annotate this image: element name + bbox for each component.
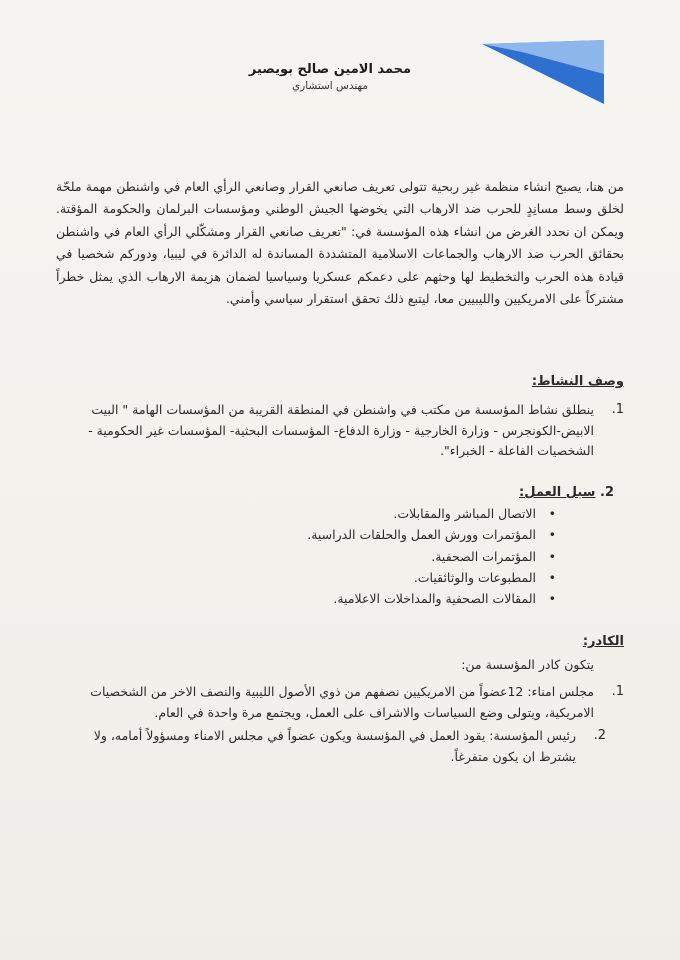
channels-title: سبل العمل:	[519, 485, 596, 500]
staff-item-text: مجلس امناء: 12عضواً من الامريكيين نصفهم من ذوي الأصول الليبية والنصف الاخر من الشخصيات الامريكية، ويتولى وضع السياسات والاشراف على العمل، ويجتمع مرة واحدة في العام.	[90, 684, 594, 720]
list-item-text: المؤتمرات الصحفية.	[431, 548, 536, 564]
bullet-icon: •	[548, 548, 556, 564]
activity-list	[56, 400, 624, 462]
letterhead	[200, 62, 460, 92]
item-number: 2.	[593, 728, 606, 743]
list-item	[307, 567, 556, 588]
intro-paragraph: من هنا، يصبح انشاء منظمة غير ربحية تتولى تعريف صانعي القرار وصانعي الرأي العام في واشنطن مهمة ملحّة لخلق وسط مسانِدٍ للحرب ضد الارهاب التي يخوضها الجيش الوطني ومؤسسات البرلمان والحكومة المؤقتة. ويمكن ان نحدد الغرض من انشاء هذه المؤسسة في: "تعريف صانعي القرار ومشكّلي الرأي العام في واشنطن بحقائق الحرب ضد الارهاب والجماعات الاسلامية المتشددة المساندة له الدائرة في ليبيا، ودوركم شخصيا في قيادة هذه الحرب والتخطيط لها وحثهم على دعمكم عسكريا وسياسيا لضمان هزيمة الارهاب الذي يمثل خطراً مشتركاً على الامريكيين والليبيين معا، ليتبع ذلك تحقق استقرار سياسي وأمني.	[56, 179, 624, 307]
activity-heading: وصف النشاط:	[531, 374, 624, 389]
list-item	[56, 725, 624, 767]
item-number: 2.	[600, 485, 614, 500]
staff-list	[56, 681, 624, 767]
list-item	[307, 588, 556, 609]
list-item-text: المقالات الصحفية والمداخلات الاعلامية.	[333, 591, 536, 607]
blue-corner-swoosh-icon	[482, 40, 604, 104]
bullet-icon: •	[548, 506, 556, 521]
list-item	[56, 681, 624, 723]
staff-item-text: رئيس المؤسسة: يقود العمل في المؤسسة ويكون عضواً في مجلس الامناء ومسؤولاً أمامه، ولا يشترط ان يكون متفرغاً.	[93, 728, 576, 764]
channels-heading	[519, 485, 614, 500]
bullet-icon: •	[548, 591, 556, 607]
list-item-text: المطبوعات والوثائقيات.	[413, 569, 536, 585]
list-item-text: الاتصال المباشر والمقابلات.	[393, 506, 536, 521]
activity-text: ينطلق نشاط المؤسسة من مكتب في واشنطن في المنطقة القريبة من المؤسسات الهامة " البيت الابيض-الكونجرس - وزارة الخارجية - وزارة الدفاع- المؤسسات البحثية- المؤسسات غير الحكومية - الشخصيات الفاعلة - الخبراء".	[88, 402, 594, 459]
author-name: محمد الامين صالح بويصير	[248, 62, 412, 77]
list-item	[307, 503, 556, 524]
staff-heading: الكادر:	[582, 634, 624, 649]
channels-list	[307, 503, 556, 609]
list-item	[56, 400, 624, 462]
item-number: 1.	[611, 684, 624, 699]
staff-intro: يتكون كادر المؤسسة من:	[461, 657, 594, 672]
item-number: 1.	[611, 402, 624, 417]
author-title: مهندس استشاري	[291, 80, 369, 92]
bullet-icon: •	[548, 527, 556, 543]
list-item	[307, 546, 556, 567]
list-item-text: المؤتمرات وورش العمل والحلقات الدراسية.	[307, 527, 536, 543]
bullet-icon: •	[548, 569, 556, 585]
list-item	[307, 524, 556, 545]
